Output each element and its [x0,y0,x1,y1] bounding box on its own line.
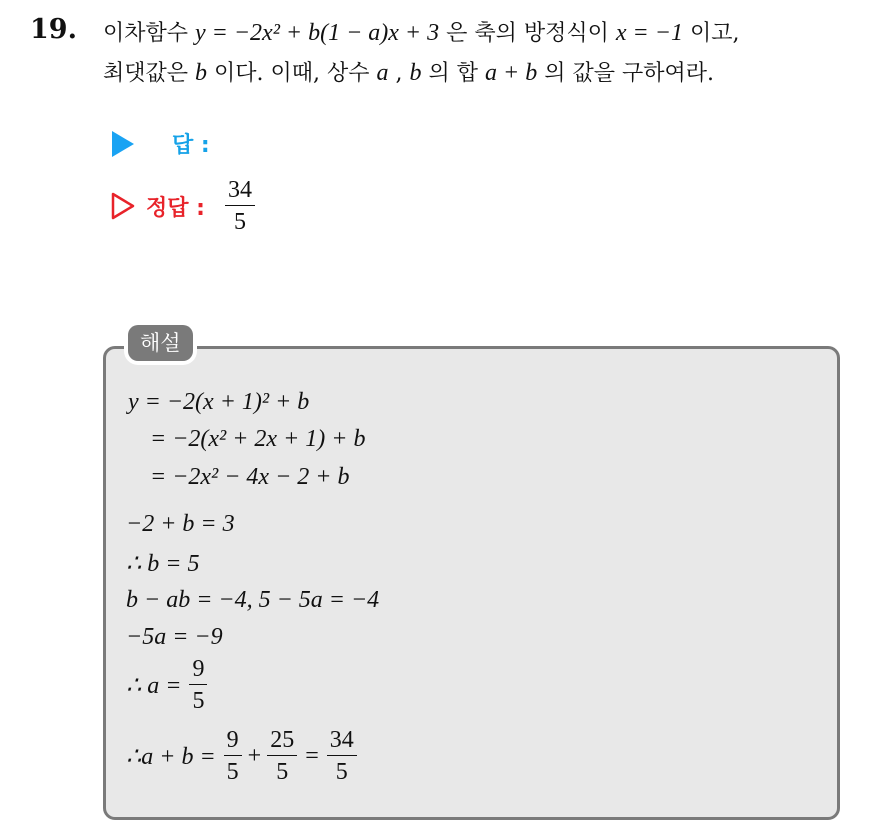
fraction [327,728,357,784]
solution-line: −5a = −9 [126,624,223,650]
solution-line-fraction [126,657,207,713]
solution-prefix: ∴a + b = [126,743,216,770]
correct-answer-label: 정답 : [146,195,205,221]
question-line-2 [103,56,714,87]
fraction-denominator: 5 [192,688,205,714]
solution-line-final [126,728,357,784]
fraction [224,728,242,784]
fraction-denominator: 5 [233,209,246,235]
solution-line: ∴ b = 5 [126,551,200,577]
question-text: 은 축의 방정식이 [446,21,609,46]
solution-line: b − ab = −4, 5 − 5a = −4 [126,587,380,613]
fraction-numerator: 9 [192,656,205,682]
math-expression: a + b [485,60,538,86]
correct-answer-fraction [225,178,255,234]
question-line-1 [103,16,739,47]
outline-play-icon [110,191,136,221]
equals-sign: = [305,742,319,769]
axis-equation: x = −1 [615,20,683,46]
solution-line: −2 + b = 3 [126,511,235,537]
question-text: 의 합 [428,61,479,86]
question-text: 이고, [689,21,740,46]
answer-label: 답 : [172,133,210,158]
solution-line: y = −2(x + 1)² + b [128,389,310,415]
question-number: 19. [30,14,77,45]
fraction [189,657,207,713]
fraction-numerator: 25 [270,727,295,753]
fraction-denominator: 5 [226,759,239,785]
fraction-denominator: 5 [335,759,348,785]
question-text: 최댓값은 [103,61,189,86]
solution-line: = −2x² − 4x − 2 + b [150,464,350,490]
math-variable: a [376,60,389,86]
correct-answer-row [110,178,255,234]
question-text: 이다. 이때, 상수 [214,61,370,86]
question-text: 의 값을 구하여라. [544,61,714,86]
solution-line: = −2(x² + 2x + 1) + b [150,426,366,452]
fraction [267,728,297,784]
answer-row [112,128,210,159]
fraction-numerator: 34 [329,727,354,753]
solution-prefix: ∴ a = [126,672,182,699]
math-variable: b [409,60,422,86]
solution-title: 해설 [128,325,193,361]
question-text: , [395,61,403,86]
fraction-numerator: 9 [226,727,239,753]
function-equation: y = −2x² + b(1 − a)x + 3 [195,20,440,46]
plus-sign: + [247,742,262,769]
play-icon [112,131,134,157]
fraction-numerator: 34 [227,177,252,203]
math-variable: b [195,60,208,86]
fraction-denominator: 5 [276,759,289,785]
question-text: 이차함수 [103,21,189,46]
